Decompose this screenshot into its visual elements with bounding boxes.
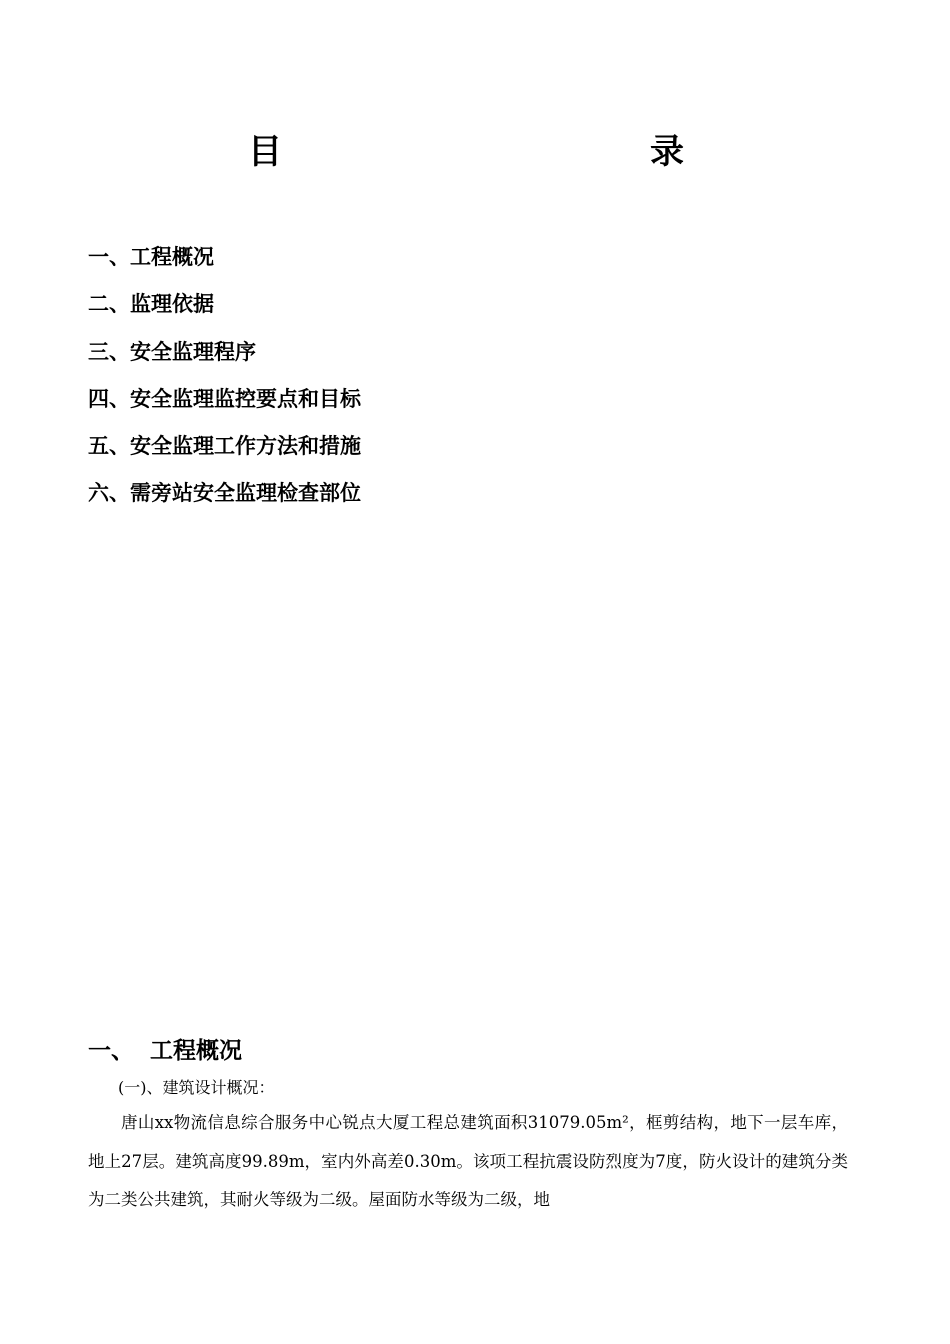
section-title: 工程概况 [150, 1038, 242, 1064]
section-heading [88, 1033, 242, 1069]
toc-title [0, 128, 950, 176]
toc-item: 六、需旁站安全监理检查部位 [88, 481, 361, 506]
toc-item: 五、安全监理工作方法和措施 [88, 434, 361, 459]
body-paragraph: 唐山xx物流信息综合服务中心锐点大厦工程总建筑面积31079.05m²，框剪结构，地下一层车库，地上27层。建筑高度99.89m，室内外高差0.30m。该项工程抗震设防烈度为7度，防火设计的建筑分类为二类公共建筑，其耐火等级为二级。屋面防水等级为二级，地 [88, 1113, 848, 1209]
toc-list [88, 238, 361, 522]
toc-title-char-2: 录 [650, 132, 684, 172]
toc-item: 二、监理依据 [88, 292, 214, 317]
sub-heading: (一)、建筑设计概况： [118, 1078, 275, 1097]
toc-title-char-1: 目 [248, 132, 282, 172]
section-number: 一、 [88, 1038, 134, 1064]
toc-item: 一、工程概况 [88, 245, 214, 269]
toc-item: 三、安全监理程序 [88, 339, 256, 364]
toc-item: 四、安全监理监控要点和目标 [88, 386, 361, 411]
